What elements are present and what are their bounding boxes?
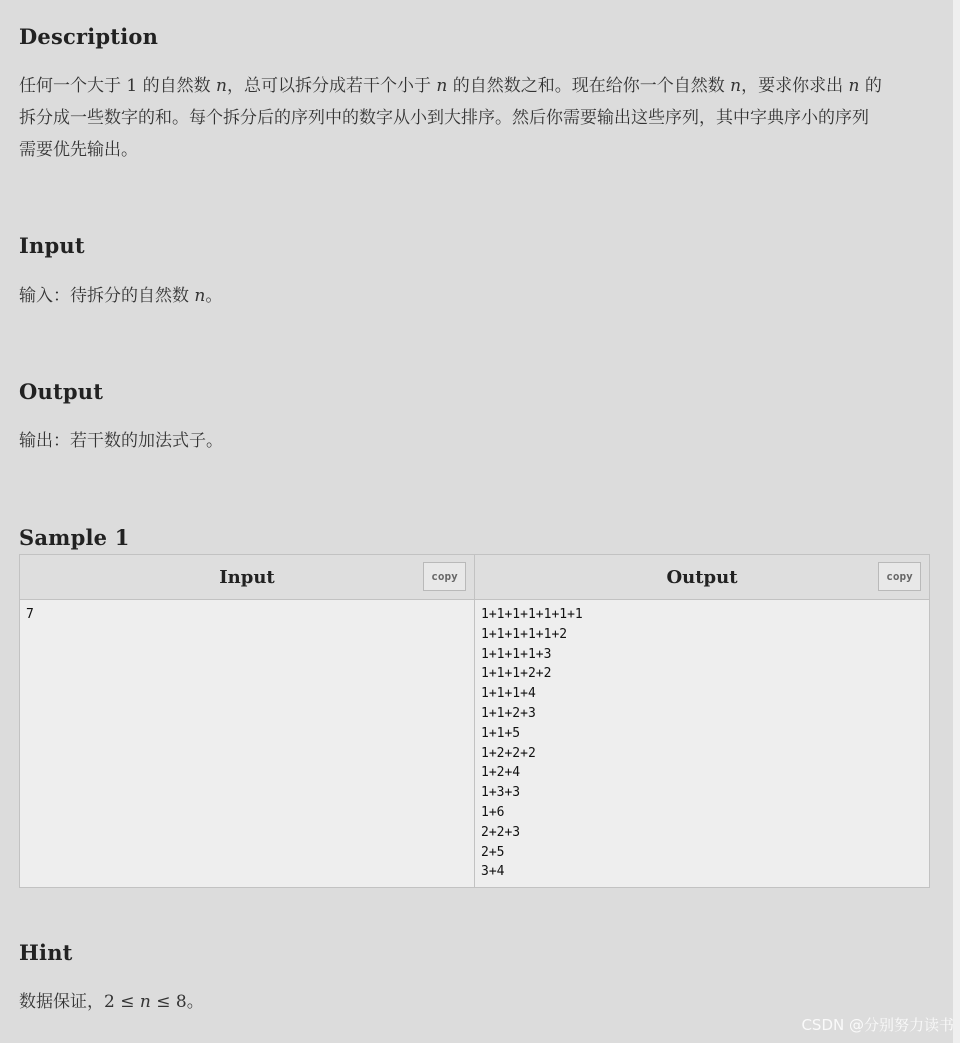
copy-input-button[interactable]: copy [423,562,466,591]
sample-table [19,554,930,888]
sample-output-line: 1+1+1+4 [481,686,536,702]
input-heading: Input [19,233,85,258]
sample-output-line: 2+5 [481,844,505,860]
sample-output-header: Output copy [475,555,930,600]
output-heading: Output [19,379,104,404]
sample-output-cell[interactable] [475,600,930,888]
sample-output-line: 1+1+1+1+1+1+1 [481,607,583,622]
sample-output-line: 1+3+3 [481,785,521,801]
description-heading: Description [19,24,159,49]
hint-text: 数据保证，2 ≤ n ≤ 8。 [19,992,204,1012]
sample-output-line: 1+1+1+2+2 [481,666,552,682]
sample-output-line: 1+1+1+1+3 [481,646,552,662]
sample-output-line: 1+2+4 [481,765,521,781]
sample-input-header: Input copy [20,555,475,600]
hint-heading: Hint [19,940,73,965]
sample-input-line: 7 [26,607,34,622]
output-text: 输出：若干数的加法式子。 [19,431,223,451]
sample-output-line: 1+1+1+1+1+2 [481,626,568,642]
input-text: 输入：待拆分的自然数 n。 [19,286,223,306]
page-right-edge [953,0,960,1043]
sample-output-line: 2+2+3 [481,824,521,840]
copy-output-button[interactable]: copy [878,562,921,591]
sample-output-line: 1+1+2+3 [481,705,536,721]
sample-output-line: 1+1+5 [481,725,521,741]
csdn-watermark: CSDN @分别努力读书 [801,1016,954,1034]
description-text: 任何一个大于 1 的自然数 n，总可以拆分成若干个小于 n 的自然数之和。现在给你一个自然数 n，要求你求出 n 的 拆分成一些数字的和。每个拆分后的序列中的数字从小到大排序。然后你需要输出这些序列，其中字典序小的序列 需要优先输出。 [19,76,882,160]
sample-output-line: 1+2+2+2 [481,745,536,761]
sample-output-line: 3+4 [481,864,505,880]
sample-heading: Sample 1 [19,525,130,550]
sample-input-cell[interactable] [20,600,475,888]
sample-output-line: 1+6 [481,804,505,820]
